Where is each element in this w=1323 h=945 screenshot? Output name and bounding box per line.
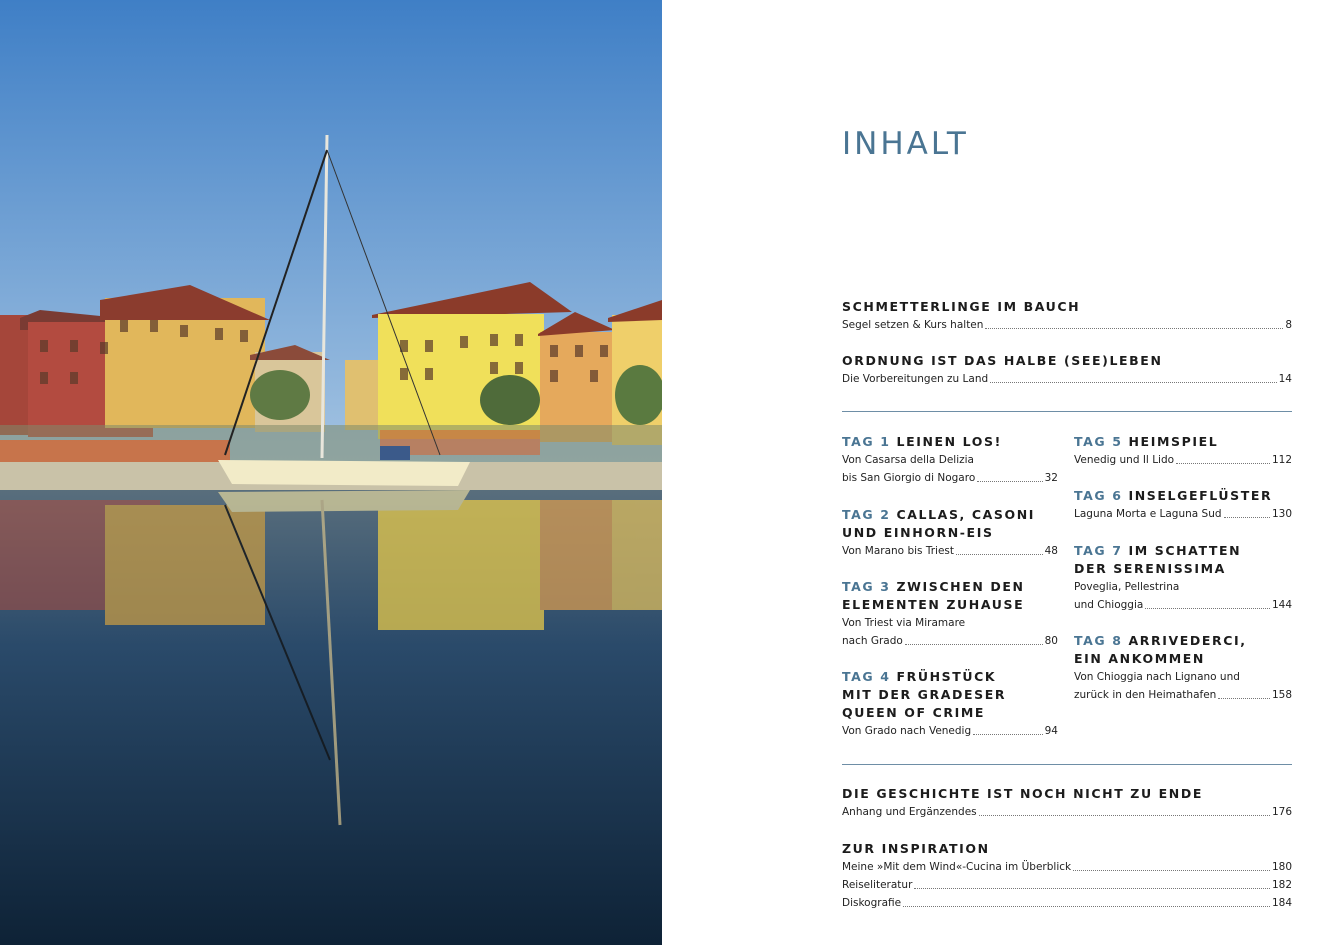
entry-line [842, 316, 1292, 334]
entry-line [1074, 451, 1292, 469]
entry-line [842, 632, 1058, 650]
dot-leader [977, 469, 1042, 482]
entry-heading: ORDNUNG IST DAS HALBE (SEE)LEBEN [842, 353, 1163, 368]
toc-page [662, 0, 1323, 945]
dot-leader [985, 316, 1283, 329]
entry-subtitle: Von Triest via Miramare [842, 617, 966, 629]
dot-leader [1073, 858, 1270, 871]
toc-entry-tag-7[interactable] [1074, 542, 1292, 614]
heading-line: ARRIVEDERCI, [1128, 633, 1247, 648]
entry-line[interactable] [842, 858, 1292, 876]
heading-line: ZWISCHEN DEN [896, 579, 1025, 594]
toc-entry-tag-5[interactable] [1074, 433, 1292, 469]
dot-leader [1224, 505, 1270, 518]
entry-subtitle: Poveglia, Pellestrina [1074, 581, 1180, 593]
page-number: 8 [1285, 319, 1292, 331]
entry-subtitle: Die Vorbereitungen zu Land [842, 373, 989, 385]
heading-line: INSELGEFLÜSTER [1128, 488, 1273, 503]
dot-leader [979, 803, 1270, 816]
page-number: 112 [1271, 454, 1292, 466]
heading-line: DER SERENISSIMA [1074, 561, 1226, 576]
page-number: 158 [1271, 689, 1292, 701]
dot-leader [990, 370, 1276, 383]
page-number: 94 [1044, 725, 1058, 737]
entry-heading [842, 578, 1058, 596]
heading-line: QUEEN OF CRIME [842, 705, 986, 720]
toc-entry-geschichte[interactable] [842, 785, 1292, 821]
page-number: 144 [1271, 599, 1292, 611]
heading-line: UND EINHORN-EIS [842, 525, 994, 540]
toc-entry-tag-6[interactable] [1074, 487, 1292, 523]
entry-subtitle: Segel setzen & Kurs halten [842, 319, 984, 331]
entry-line [1074, 686, 1292, 704]
heading-line: CALLAS, CASONI [896, 507, 1036, 522]
entry-subtitle: Venedig und Il Lido [1074, 454, 1175, 466]
entry-subtitle: nach Grado [842, 635, 903, 647]
entry-heading: SCHMETTERLINGE IM BAUCH [842, 299, 1081, 314]
entry-subtitle: bis San Giorgio di Nogaro [842, 472, 976, 484]
entry-subtitle: Meine »Mit dem Wind«-Cucina im Überblick [842, 861, 1072, 873]
entry-line [842, 722, 1058, 740]
entry-subtitle: Von Casarsa della Delizia [842, 454, 974, 466]
dot-leader [956, 542, 1043, 555]
page-number: 182 [1271, 879, 1292, 891]
heading-line: ELEMENTEN ZUHAUSE [842, 597, 1025, 612]
page-number: 80 [1044, 635, 1058, 647]
dot-leader [1145, 596, 1270, 609]
entry-subtitle: zurück in den Heimathafen [1074, 689, 1217, 701]
dot-leader [1176, 451, 1270, 464]
entry-subtitle: Anhang und Ergänzendes [842, 806, 977, 818]
page-number: 176 [1271, 806, 1292, 818]
day-tag: TAG 5 [1074, 434, 1123, 449]
entry-line [842, 542, 1058, 560]
heading-line: MIT DER GRADESER [842, 687, 1007, 702]
entry-subtitle: Laguna Morta e Laguna Sud [1074, 508, 1222, 520]
day-tag: TAG 1 [842, 434, 891, 449]
day-tag: TAG 8 [1074, 633, 1123, 648]
toc-title: INHALT [842, 126, 969, 162]
toc-entry-tag-2[interactable] [842, 506, 1058, 560]
heading-line: HEIMSPIEL [1128, 434, 1219, 449]
entry-heading [1074, 542, 1292, 560]
heading-line: LEINEN LOS! [896, 434, 1002, 449]
entry-line [842, 469, 1058, 487]
toc-entry-tag-1[interactable] [842, 433, 1058, 487]
day-tag: TAG 7 [1074, 543, 1123, 558]
entry-line[interactable] [842, 876, 1292, 894]
page-number: 180 [1271, 861, 1292, 873]
dot-leader [905, 632, 1043, 645]
entry-subtitle: Diskografie [842, 897, 902, 909]
entry-subtitle: Reiseliteratur [842, 879, 913, 891]
toc-entry-inspiration[interactable] [842, 840, 1292, 912]
entry-line[interactable] [842, 894, 1292, 912]
day-tag: TAG 2 [842, 507, 891, 522]
entry-heading [1074, 487, 1292, 505]
entry-line [1074, 505, 1292, 523]
entry-subtitle: Von Marano bis Triest [842, 545, 954, 557]
divider-rule [842, 411, 1292, 412]
entry-line [842, 803, 1292, 821]
entry-heading: DIE GESCHICHTE IST NOCH NICHT ZU ENDE [842, 786, 1203, 801]
entry-subtitle: und Chioggia [1074, 599, 1144, 611]
entry-line [1074, 596, 1292, 614]
entry-line [842, 370, 1292, 388]
entry-heading [842, 506, 1058, 524]
entry-heading [842, 433, 1058, 451]
dot-leader [973, 722, 1042, 735]
entry-heading: ZUR INSPIRATION [842, 841, 990, 856]
dot-leader [903, 894, 1270, 907]
day-tag: TAG 6 [1074, 488, 1123, 503]
day-tag: TAG 4 [842, 669, 891, 684]
toc-entry-ordnung[interactable] [842, 352, 1292, 388]
heading-line: IM SCHATTEN [1128, 543, 1242, 558]
toc-entry-tag-8[interactable] [1074, 632, 1292, 704]
heading-line: FRÜHSTÜCK [896, 669, 997, 684]
page-number: 32 [1044, 472, 1058, 484]
toc-entry-tag-4[interactable] [842, 668, 1058, 740]
page-number: 184 [1271, 897, 1292, 909]
page-number: 14 [1278, 373, 1292, 385]
heading-line: EIN ANKOMMEN [1074, 651, 1205, 666]
entry-subtitle: Von Chioggia nach Lignano und [1074, 671, 1240, 683]
page-number: 130 [1271, 508, 1292, 520]
page-number: 48 [1044, 545, 1058, 557]
dot-leader [1218, 686, 1270, 699]
entry-subtitle: Von Grado nach Venedig [842, 725, 972, 737]
toc-entry-tag-3[interactable] [842, 578, 1058, 650]
day-tag: TAG 3 [842, 579, 891, 594]
dot-leader [914, 876, 1270, 889]
toc-entry-schmetterlinge[interactable] [842, 298, 1292, 334]
entry-heading [1074, 433, 1292, 451]
entry-heading [842, 668, 1058, 686]
divider-rule [842, 764, 1292, 765]
entry-heading [1074, 632, 1292, 650]
